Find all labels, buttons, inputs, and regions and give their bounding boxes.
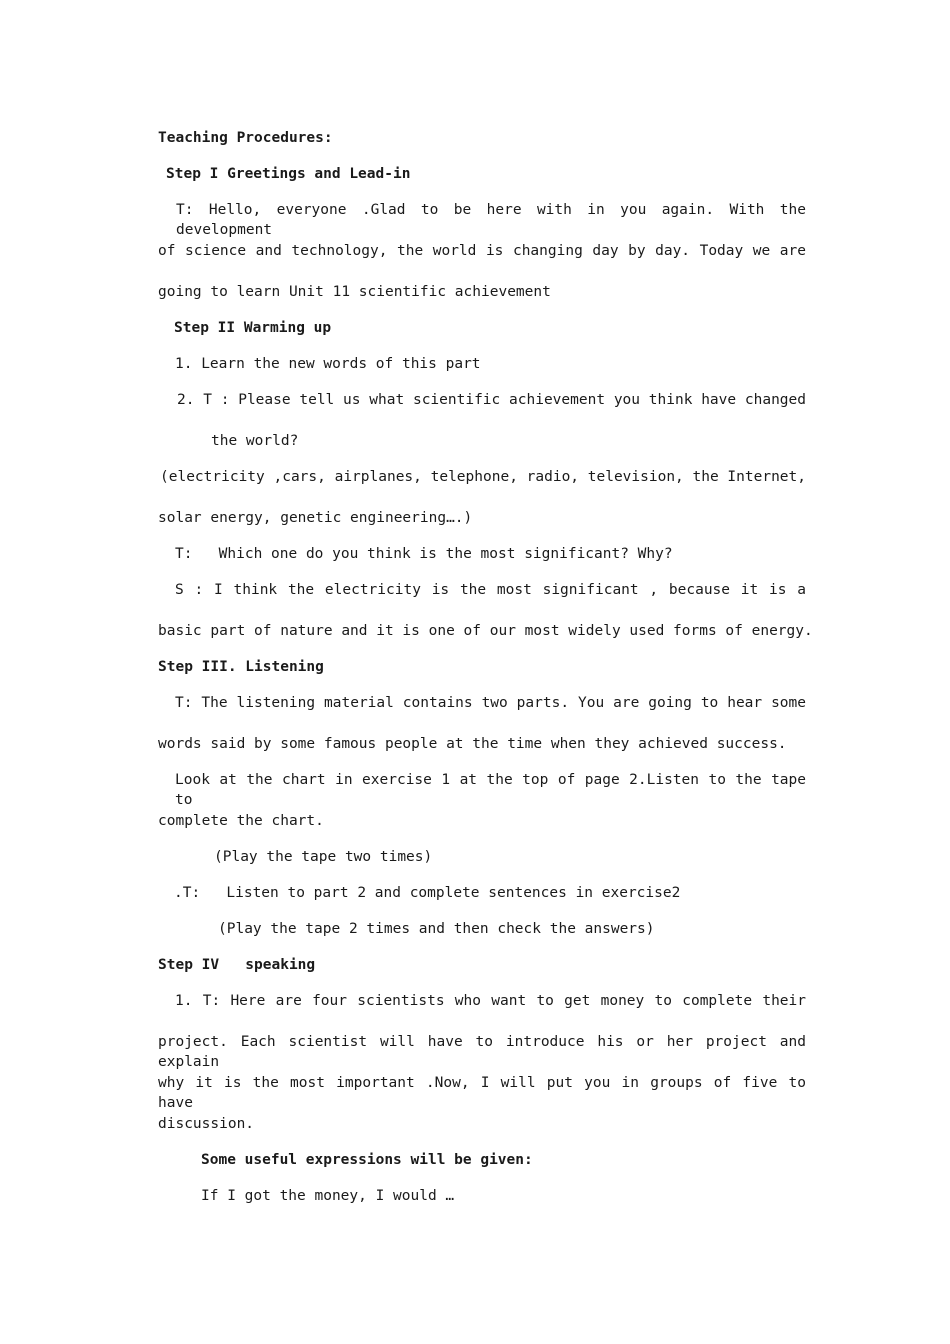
- step1-paragraph-line3: going to learn Unit 11 scientific achievement: [158, 284, 551, 300]
- step2-list-line1: (electricity ,cars, airplanes, telephone, radio, television, the Internet,: [160, 469, 807, 485]
- step3-teacher-line2: words said by some famous people at the time when they achieved success.: [158, 736, 787, 752]
- step2-item2-line1: 2. T : Please tell us what scientific achievement you think have changed: [177, 392, 806, 408]
- step3-teacher-line1: T: The listening material contains two parts. You are going to hear some: [175, 695, 806, 711]
- step4-expression1: If I got the money, I would …: [201, 1188, 455, 1204]
- step3-look-line1: Look at the chart in exercise 1 at the top of page 2.Listen to the tape to: [175, 772, 806, 808]
- step2-heading: Step II Warming up: [174, 320, 332, 336]
- step3-play-note1: (Play the tape two times): [214, 849, 433, 865]
- step2-student-answer-line2: basic part of nature and it is one of our most widely used forms of energy.: [158, 623, 813, 639]
- step2-student-answer-line1: S : I think the electricity is the most significant , because it is a: [175, 582, 806, 598]
- step4-paragraph-line3: why it is the most important .Now, I will put you in groups of five to have: [158, 1075, 806, 1111]
- step4-heading: Step IV speaking: [158, 957, 316, 973]
- step3-heading: Step III. Listening: [158, 659, 324, 675]
- step3-teacher-part2: .T: Listen to part 2 and complete sentences in exercise2: [174, 885, 681, 901]
- step1-paragraph-line1: T: Hello, everyone .Glad to be here with in you again. With the development: [176, 202, 806, 238]
- step1-heading: Step I Greetings and Lead-in: [166, 166, 411, 182]
- step2-teacher-question: T: Which one do you think is the most significant? Why?: [175, 546, 673, 562]
- step4-paragraph-line4: discussion.: [158, 1116, 255, 1132]
- document-title: Teaching Procedures:: [158, 130, 333, 146]
- step3-play-note2: (Play the tape 2 times and then check the answers): [218, 921, 655, 937]
- step4-paragraph-line2: project. Each scientist will have to introduce his or her project and explain: [158, 1034, 806, 1070]
- step2-list-line2: solar energy, genetic engineering….): [158, 510, 473, 526]
- step4-useful-expressions-heading: Some useful expressions will be given:: [201, 1152, 533, 1168]
- step1-paragraph-line2: of science and technology, the world is changing day by day. Today we are: [158, 243, 806, 259]
- step4-paragraph-line1: 1. T: Here are four scientists who want to get money to complete their: [175, 993, 806, 1009]
- step2-item1: 1. Learn the new words of this part: [175, 356, 481, 372]
- step2-item2-line2: the world?: [211, 433, 299, 449]
- step3-look-line2: complete the chart.: [158, 813, 324, 829]
